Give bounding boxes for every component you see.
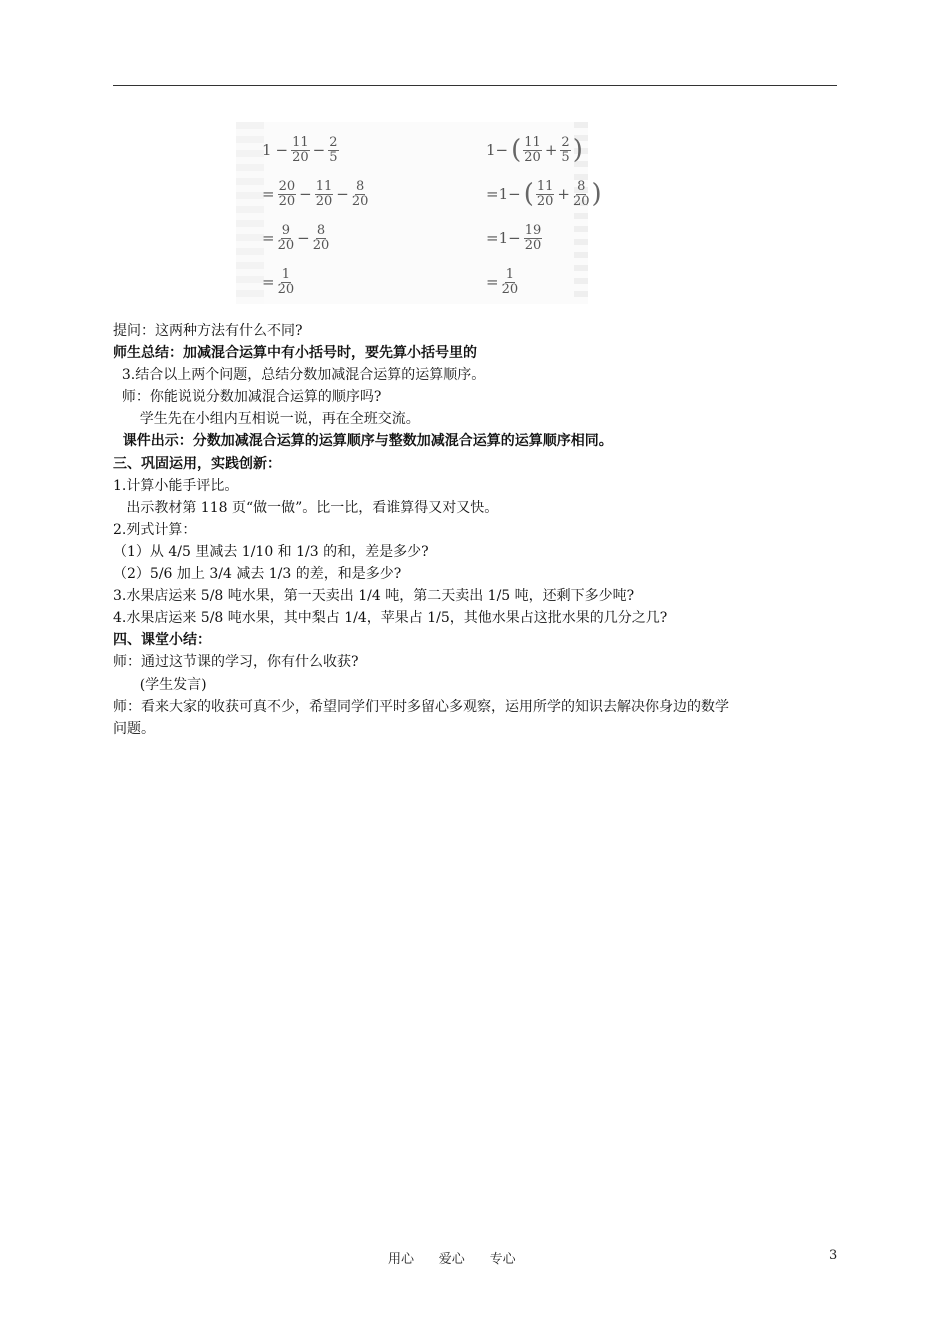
text-line: （2）5/6 加上 3/4 减去 1/3 的差，和是多少? (113, 566, 402, 583)
math-steps-method-1 (260, 128, 369, 304)
paren-open: ( (511, 135, 522, 165)
numerator: 19 (524, 222, 542, 238)
paren-close: ) (591, 179, 602, 209)
denominator: 5 (329, 149, 338, 165)
denominator: 20 (524, 237, 542, 253)
fraction (328, 136, 338, 165)
math-step (484, 260, 603, 304)
fraction (536, 180, 555, 209)
math-figure (236, 122, 602, 304)
text-line: 师：你能说说分数加减混合运算的顺序吗? (113, 389, 382, 406)
fraction (278, 224, 295, 253)
text-line: 问题。 (113, 720, 155, 737)
denominator: 20 (536, 193, 554, 209)
numerator: 2 (561, 134, 570, 150)
text-line: 2.列式计算： (113, 521, 197, 538)
math-operator: − (299, 185, 312, 203)
fraction (313, 224, 330, 253)
math-step (484, 128, 603, 172)
text-line: 四、课堂小结： (113, 632, 211, 649)
denominator: 20 (524, 149, 541, 165)
text-line: 出示教材第 118 页“做一做”。比一比，看谁算得又对又快。 (113, 499, 499, 516)
math-steps-method-2 (484, 128, 603, 304)
numerator: 1 (505, 266, 514, 282)
denominator: 20 (315, 193, 333, 209)
denominator: 20 (292, 149, 309, 165)
numerator: 11 (315, 178, 333, 194)
fraction (523, 136, 542, 165)
numerator: 11 (536, 178, 554, 194)
text-line: 三、巩固运用，实践创新： (113, 455, 281, 472)
page-footer (0, 1248, 950, 1268)
numerator: 8 (577, 178, 586, 194)
math-prefix: =1− (486, 229, 521, 247)
math-operator: − (312, 141, 326, 159)
text-line: （1）从 4/5 里减去 1/10 和 1/3 的和，差是多少? (113, 543, 429, 560)
fraction (315, 180, 334, 209)
numerator: 9 (281, 222, 290, 238)
math-prefix: =1− (486, 185, 521, 203)
numerator: 20 (278, 178, 296, 194)
numerator: 8 (316, 222, 326, 238)
fraction (291, 136, 310, 165)
denominator: 20 (277, 237, 295, 253)
math-prefix: 1− (486, 141, 509, 159)
denominator: 20 (572, 193, 590, 209)
denominator: 20 (312, 237, 330, 253)
math-step (260, 216, 369, 260)
denominator: 20 (277, 281, 295, 297)
text-line: 1.计算小能手评比。 (113, 477, 239, 494)
document-body (113, 320, 841, 740)
text-line: 课件出示：分数加减混合运算的运算顺序与整数加减混合运算的运算顺序相同。 (113, 433, 613, 450)
math-step (260, 172, 369, 216)
math-step (484, 216, 603, 260)
page-number: 3 (829, 1248, 838, 1263)
math-operator: + (557, 185, 570, 203)
header-rule (113, 85, 837, 86)
math-operator: − (336, 185, 349, 203)
math-operator: + (544, 141, 558, 159)
denominator: 5 (561, 149, 570, 165)
math-prefix: = (486, 273, 499, 291)
math-step (260, 128, 369, 172)
text-line: 师：看来大家的收获可真不少，希望同学们平时多留心多观察，运用所学的知识去解决你身边的数学 (113, 698, 729, 715)
paren-open: ( (523, 179, 534, 209)
paren-close: ) (572, 135, 583, 165)
denominator: 20 (278, 193, 296, 209)
math-prefix: 1 (262, 141, 272, 159)
numerator: 1 (281, 266, 290, 282)
text-line: 师：通过这节课的学习，你有什么收获? (113, 654, 359, 671)
text-line: 3.水果店运来 5/8 吨水果，第一天卖出 1/4 吨，第二天卖出 1/5 吨，还剩下多少吨? (113, 588, 635, 605)
text-line: (学生发言) (113, 676, 207, 693)
math-operator: − (275, 141, 289, 159)
fraction (278, 268, 295, 297)
numerator: 2 (329, 134, 338, 150)
fraction (560, 136, 570, 165)
math-prefix: = (262, 185, 275, 203)
math-prefix: = (262, 229, 275, 247)
math-operator: − (297, 229, 310, 247)
fraction (524, 224, 543, 253)
math-step (484, 172, 603, 216)
text-line: 4.水果店运来 5/8 吨水果，其中梨占 1/4，苹果占 1/5，其他水果占这批水果的几分之几? (113, 610, 668, 627)
fraction (352, 180, 369, 209)
footer-motto: 用心 爱心 专心 (388, 1252, 516, 1267)
denominator: 20 (351, 193, 369, 209)
denominator: 20 (501, 281, 519, 297)
fraction (502, 268, 519, 297)
numerator: 11 (292, 134, 309, 150)
math-prefix: = (262, 273, 275, 291)
text-line: 师生总结：加减混合运算中有小括号时，要先算小括号里的 (113, 345, 477, 362)
math-step (260, 260, 369, 304)
text-line: 3.结合以上两个问题，总结分数加减混合运算的运算顺序。 (113, 367, 486, 384)
text-line: 提问：这两种方法有什么不同? (113, 323, 303, 339)
numerator: 11 (524, 134, 541, 150)
fraction (573, 180, 590, 209)
text-line: 学生先在小组内互相说一说，再在全班交流。 (113, 411, 420, 428)
numerator: 8 (355, 178, 365, 194)
fraction (278, 180, 297, 209)
